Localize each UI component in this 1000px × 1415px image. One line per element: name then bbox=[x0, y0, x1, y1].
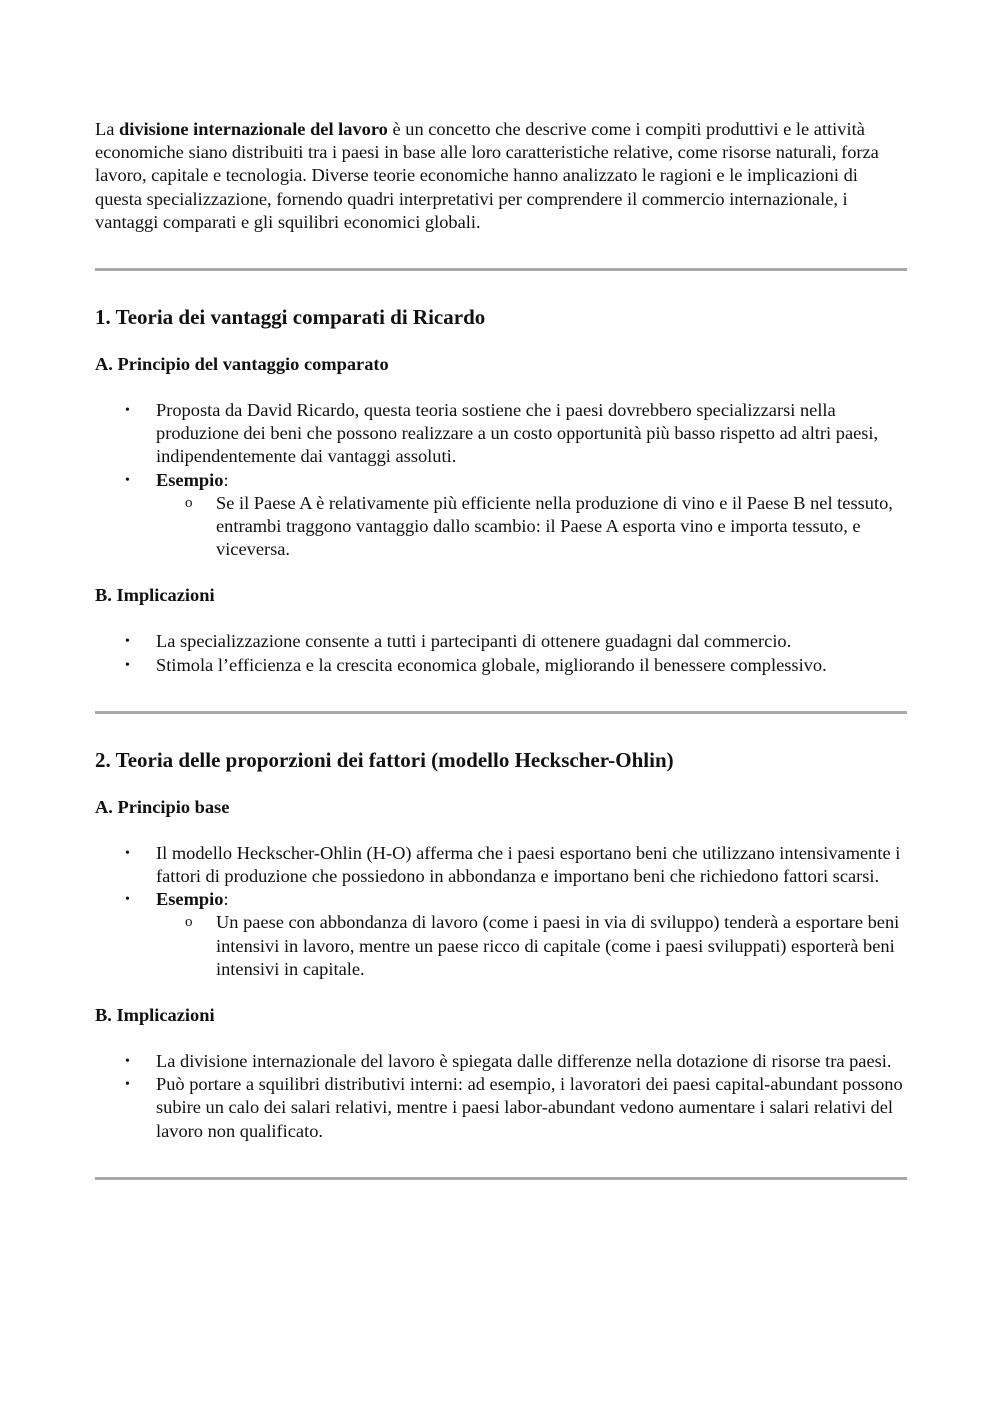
document-page bbox=[95, 118, 907, 1180]
bullet-glyph: • bbox=[125, 403, 130, 419]
bullet-glyph: • bbox=[125, 657, 130, 673]
list-item bbox=[95, 842, 907, 888]
sublist-item bbox=[156, 911, 907, 981]
subbullet-glyph: o bbox=[185, 914, 193, 931]
list-item bbox=[95, 1050, 907, 1073]
list-item bbox=[95, 1073, 907, 1143]
section-1b-list bbox=[95, 630, 907, 676]
section-2a-list bbox=[95, 842, 907, 981]
section-2-subheading-a: A. Principio base bbox=[95, 796, 230, 817]
bullet-glyph: • bbox=[125, 472, 130, 488]
bullet-glyph: • bbox=[125, 845, 130, 861]
bullet-glyph: • bbox=[125, 892, 130, 908]
sublist-item-text: Se il Paese A è relativamente più efficiente nella produzione di vino e il Paese B nel tessuto, entrambi traggono vantaggio dallo scambio: il Paese A esporta vino e importa tessuto, e viceversa. bbox=[216, 492, 893, 560]
list-item bbox=[95, 654, 907, 677]
bullet-glyph: • bbox=[125, 1077, 130, 1093]
list-item bbox=[95, 469, 907, 562]
bullet-glyph: • bbox=[125, 634, 130, 650]
example-sublist bbox=[156, 492, 907, 562]
horizontal-rule bbox=[95, 268, 907, 271]
list-item-text: La divisione internazionale del lavoro è spiegata dalle differenze nella dotazione di risorse tra paesi. bbox=[156, 1051, 892, 1072]
section-2-heading: 2. Teoria delle proporzioni dei fattori (modello Heckscher-Ohlin) bbox=[95, 747, 674, 772]
section-1a-list bbox=[95, 399, 907, 561]
intro-text-start: La bbox=[95, 119, 119, 139]
list-item-text: Può portare a squilibri distributivi interni: ad esempio, i lavoratori dei paesi capital-abundant possono subire un calo dei salari relativi, mentre i paesi labor-abundant vedono aumentare i salari relativi del lavoro non qualificato. bbox=[156, 1074, 903, 1141]
bullet-glyph: • bbox=[125, 1054, 130, 1070]
horizontal-rule bbox=[95, 1177, 907, 1180]
list-item-text: Stimola l’efficienza e la crescita economica globale, migliorando il benessere complessivo. bbox=[156, 654, 827, 675]
list-item bbox=[95, 888, 907, 981]
section-2-subheading-b: B. Implicazioni bbox=[95, 1005, 215, 1026]
intro-bold-term: divisione internazionale del lavoro bbox=[119, 119, 388, 139]
list-item-text: Proposta da David Ricardo, questa teoria sostiene che i paesi dovrebbero specializzarsi nella produzione dei beni che possono realizzare a un costo opportunità più basso rispetto ad altri paesi, indipendentemente dai vantaggi assoluti. bbox=[156, 400, 879, 467]
section-1-subheading-b: B. Implicazioni bbox=[95, 585, 215, 606]
list-item bbox=[95, 630, 907, 653]
example-label: Esempio bbox=[156, 889, 224, 910]
intro-paragraph bbox=[95, 118, 907, 234]
section-1-heading: 1. Teoria dei vantaggi comparati di Ricardo bbox=[95, 305, 486, 330]
sublist-item-text: Un paese con abbondanza di lavoro (come i paesi in via di sviluppo) tenderà a esportare beni intensivi in lavoro, mentre un paese ricco di capitale (come i paesi sviluppati) esporterà beni intensivi in capitale. bbox=[216, 912, 900, 979]
sublist-item bbox=[156, 492, 907, 562]
example-sublist bbox=[156, 911, 907, 981]
list-item-text: Il modello Heckscher-Ohlin (H-O) afferma che i paesi esportano beni che utilizzano intensivamente i fattori di produzione che possiedono in abbondanza e importano beni che richiedono fattori scarsi. bbox=[156, 842, 901, 887]
intro-text-rest: è un concetto che descrive come i compiti produttivi e le attività economiche siano distribuiti tra i paesi in base alle loro caratteristiche relative, come risorse naturali, forza lavoro, capitale e tecnologia. Diverse teorie economiche hanno analizzato le ragioni e le implicazioni di questa specializzazione, fornendo quadri interpretativi per comprendere il commercio internazionale, i vantaggi comparati e gli squilibri economici globali. bbox=[95, 119, 879, 232]
example-colon: : bbox=[223, 889, 229, 910]
section-1-subheading-a: A. Principio del vantaggio comparato bbox=[95, 354, 389, 375]
example-label: Esempio bbox=[156, 469, 224, 490]
section-2b-list bbox=[95, 1050, 907, 1143]
list-item bbox=[95, 399, 907, 469]
horizontal-rule bbox=[95, 711, 907, 714]
example-colon: : bbox=[223, 469, 229, 490]
subbullet-glyph: o bbox=[185, 494, 193, 511]
list-item-text: La specializzazione consente a tutti i partecipanti di ottenere guadagni dal commercio. bbox=[156, 631, 792, 652]
